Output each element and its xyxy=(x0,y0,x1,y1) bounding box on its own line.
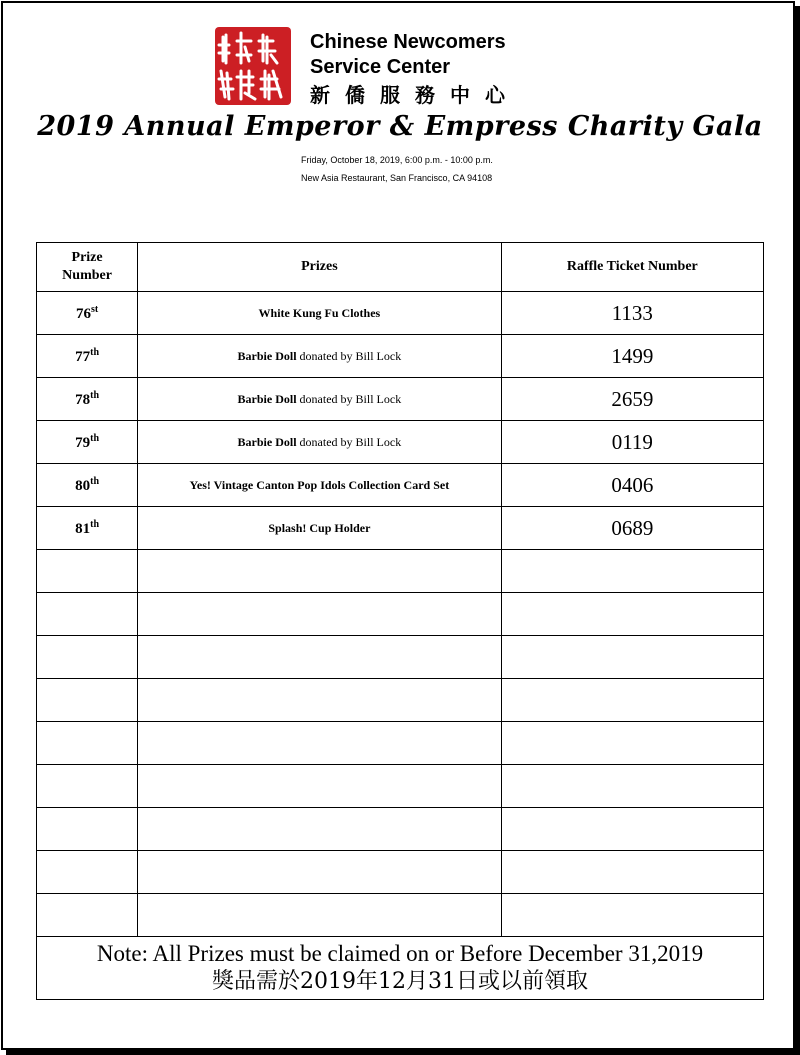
empty-cell xyxy=(501,765,763,808)
empty-cell xyxy=(501,679,763,722)
event-venue: New Asia Restaurant, San Francisco, CA 94108 xyxy=(301,173,493,183)
empty-cell xyxy=(138,679,502,722)
raffle-ticket-number: 1499 xyxy=(501,335,763,378)
prize-number xyxy=(37,507,138,550)
empty-cell xyxy=(501,593,763,636)
raffle-ticket-number: 0406 xyxy=(501,464,763,507)
prize-name: Barbie Doll xyxy=(237,348,297,363)
prize-number-suffix: th xyxy=(90,389,100,401)
header-prize-number-line1: Prize xyxy=(71,250,103,265)
empty-cell xyxy=(138,593,502,636)
prize-name: Barbie Doll xyxy=(237,434,297,449)
table-row-empty xyxy=(37,636,764,679)
prize-number xyxy=(37,378,138,421)
table-row-empty xyxy=(37,550,764,593)
table-row xyxy=(37,378,764,421)
prize-table xyxy=(36,242,764,1000)
empty-cell xyxy=(501,636,763,679)
seal-glyphs xyxy=(215,27,291,105)
prize-number xyxy=(37,292,138,335)
empty-cell xyxy=(37,765,138,808)
empty-cell xyxy=(138,722,502,765)
prize-description xyxy=(138,378,502,421)
empty-cell xyxy=(501,851,763,894)
empty-cell xyxy=(37,550,138,593)
table-row-empty xyxy=(37,593,764,636)
table-row-empty xyxy=(37,679,764,722)
org-name-chinese: 新僑服務中心 xyxy=(310,83,520,107)
table-row xyxy=(37,464,764,507)
prize-description xyxy=(138,335,502,378)
prize-description xyxy=(138,421,502,464)
logo-seal xyxy=(215,27,291,105)
empty-cell xyxy=(138,851,502,894)
raffle-ticket-number: 1133 xyxy=(501,292,763,335)
org-name xyxy=(310,30,506,80)
note-row xyxy=(37,937,764,1000)
empty-cell xyxy=(37,808,138,851)
raffle-ticket-number: 0119 xyxy=(501,421,763,464)
prize-description xyxy=(138,292,502,335)
prize-number xyxy=(37,464,138,507)
prize-number xyxy=(37,335,138,378)
event-date-time: Friday, October 18, 2019, 6:00 p.m. - 10:00 p.m. xyxy=(301,155,493,165)
table-row xyxy=(37,421,764,464)
prize-name: Yes! Vintage Canton Pop Idols Collection Card Set xyxy=(189,477,450,492)
raffle-ticket-number: 0689 xyxy=(501,507,763,550)
raffle-ticket-number: 2659 xyxy=(501,378,763,421)
gala-title: 2019 Annual Emperor & Empress Charity Gala xyxy=(37,111,763,142)
empty-cell xyxy=(501,550,763,593)
prize-name: Barbie Doll xyxy=(237,391,297,406)
prize-number-value: 78 xyxy=(75,391,91,408)
empty-cell xyxy=(37,636,138,679)
table-row-empty xyxy=(37,894,764,937)
table-row xyxy=(37,507,764,550)
note-cell xyxy=(37,937,764,1000)
prize-number-suffix: th xyxy=(90,432,100,444)
prize-number-suffix: th xyxy=(90,346,100,358)
table-row xyxy=(37,335,764,378)
prize-donor: donated by Bill Lock xyxy=(296,391,402,406)
prize-number-value: 76 xyxy=(75,305,91,322)
empty-cell xyxy=(501,808,763,851)
empty-cell xyxy=(501,722,763,765)
empty-cell xyxy=(138,550,502,593)
prize-description xyxy=(138,464,502,507)
empty-cell xyxy=(37,593,138,636)
note-chinese: 獎品需於2019年12月31日或以前領取 xyxy=(212,969,588,994)
prize-number-value: 81 xyxy=(75,520,91,537)
prize-number-suffix: th xyxy=(90,518,100,530)
empty-cell xyxy=(138,765,502,808)
table-row xyxy=(37,292,764,335)
prize-number-suffix: th xyxy=(90,475,100,487)
header-prizes: Prizes xyxy=(138,243,502,292)
prize-number-value: 80 xyxy=(75,477,91,494)
empty-cell xyxy=(37,679,138,722)
empty-cell xyxy=(37,722,138,765)
prize-name: White Kung Fu Clothes xyxy=(258,305,381,320)
table-row-empty xyxy=(37,851,764,894)
note-english: Note: All Prizes must be claimed on or Before December 31,2019 xyxy=(96,941,704,966)
empty-cell xyxy=(138,894,502,937)
empty-cell xyxy=(37,894,138,937)
prize-number-value: 77 xyxy=(75,348,91,365)
org-name-line1: Chinese Newcomers xyxy=(310,31,506,53)
org-name-line2: Service Center xyxy=(310,56,451,78)
prize-number-suffix: st xyxy=(90,303,99,315)
prize-table-body xyxy=(37,292,764,937)
prize-description xyxy=(138,507,502,550)
empty-cell xyxy=(501,894,763,937)
table-header-row xyxy=(37,243,764,292)
header-ticket-number: Raffle Ticket Number xyxy=(501,243,763,292)
table-row-empty xyxy=(37,722,764,765)
table-row-empty xyxy=(37,808,764,851)
header-prize-number-line2: Number xyxy=(62,268,112,283)
empty-cell xyxy=(138,636,502,679)
prize-donor: donated by Bill Lock xyxy=(296,434,402,449)
prize-number xyxy=(37,421,138,464)
prize-number-value: 79 xyxy=(75,434,91,451)
table-row-empty xyxy=(37,765,764,808)
prize-donor: donated by Bill Lock xyxy=(296,348,402,363)
prize-name: Splash! Cup Holder xyxy=(268,520,371,535)
empty-cell xyxy=(37,851,138,894)
header-prize-number xyxy=(37,243,138,292)
empty-cell xyxy=(138,808,502,851)
